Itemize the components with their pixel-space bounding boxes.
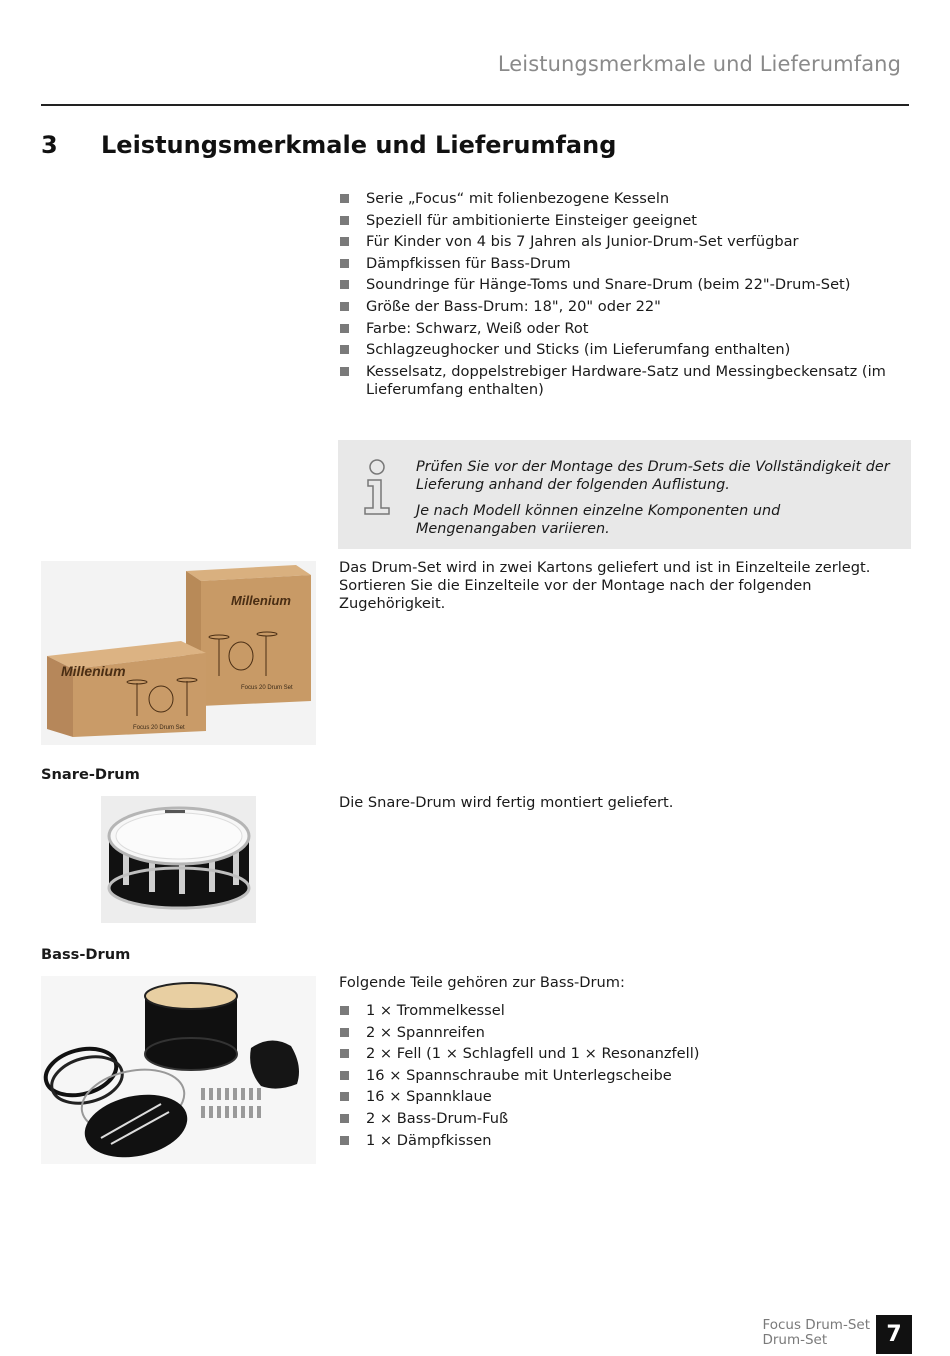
footer-product bbox=[762, 1318, 870, 1348]
bullet-square-icon bbox=[340, 216, 349, 225]
footer-line-2: Drum-Set bbox=[762, 1332, 828, 1348]
bullet-square-icon bbox=[340, 367, 349, 376]
svg-text:Focus 20 Drum Set: Focus 20 Drum Set bbox=[241, 685, 293, 691]
bullet-square-icon bbox=[340, 1006, 349, 1015]
bullet-square-icon bbox=[340, 1028, 349, 1037]
list-item: Farbe: Schwarz, Weiß oder Rot bbox=[339, 320, 911, 338]
chapter-number: 3 bbox=[41, 131, 58, 159]
snare-drum-image bbox=[101, 796, 256, 923]
list-item: Kesselsatz, doppelstrebiger Hardware-Satz und Messingbeckensatz (im Lieferumfang enthalten) bbox=[339, 363, 911, 399]
note-text-2: Je nach Modell können einzelne Komponenten und Mengenangaben variieren. bbox=[416, 503, 781, 537]
list-item: Soundringe für Hänge-Toms und Snare-Drum (beim 22"-Drum-Set) bbox=[339, 276, 911, 294]
list-item: 1 × Trommelkessel bbox=[339, 1002, 911, 1020]
list-item: 16 × Spannklaue bbox=[339, 1088, 911, 1106]
list-item: 2 × Spannreifen bbox=[339, 1024, 911, 1042]
bullet-square-icon bbox=[340, 1071, 349, 1080]
list-item: Für Kinder von 4 bis 7 Jahren als Junior-Drum-Set verfügbar bbox=[339, 233, 911, 251]
bullet-square-icon bbox=[340, 280, 349, 289]
bullet-square-icon bbox=[340, 1092, 349, 1101]
page-number: 7 bbox=[876, 1315, 912, 1354]
svg-text:Focus 20 Drum Set: Focus 20 Drum Set bbox=[133, 725, 185, 731]
bullet-square-icon bbox=[340, 1049, 349, 1058]
bass-parts-list bbox=[339, 1002, 911, 1153]
feature-list bbox=[339, 190, 911, 402]
list-item: 1 × Dämpfkissen bbox=[339, 1132, 911, 1150]
snare-drum-label: Snare-Drum bbox=[41, 766, 140, 783]
bullet-square-icon bbox=[340, 259, 349, 268]
list-item: Größe der Bass-Drum: 18", 20" oder 22" bbox=[339, 298, 911, 316]
bullet-square-icon bbox=[340, 1114, 349, 1123]
running-header: Leistungsmerkmale und Lieferumfang bbox=[497, 52, 901, 76]
bullet-square-icon bbox=[340, 1136, 349, 1145]
info-note-box bbox=[338, 440, 911, 549]
footer-line-1: Focus Drum-Set bbox=[762, 1317, 870, 1333]
bullet-square-icon bbox=[340, 324, 349, 333]
list-item: Speziell für ambitionierte Einsteiger geeignet bbox=[339, 212, 911, 230]
bass-drum-parts-image bbox=[41, 976, 316, 1164]
svg-text:Millenium: Millenium bbox=[231, 593, 291, 608]
bass-intro-text: Folgende Teile gehören zur Bass-Drum: bbox=[339, 974, 625, 991]
bass-drum-label: Bass-Drum bbox=[41, 946, 131, 963]
list-item: 16 × Spannschraube mit Unterlegscheibe bbox=[339, 1067, 911, 1085]
snare-text: Die Snare-Drum wird fertig montiert geliefert. bbox=[339, 794, 674, 811]
bullet-square-icon bbox=[340, 302, 349, 311]
note-text-1: Prüfen Sie vor der Montage des Drum-Sets die Vollständigkeit der Lieferung anhand der folgenden Auflistung. bbox=[416, 459, 890, 493]
header-rule bbox=[41, 104, 909, 106]
bullet-square-icon bbox=[340, 194, 349, 203]
list-item: Schlagzeughocker und Sticks (im Lieferumfang enthalten) bbox=[339, 341, 911, 359]
bullet-square-icon bbox=[340, 237, 349, 246]
info-icon bbox=[360, 458, 394, 516]
list-item: 2 × Bass-Drum-Fuß bbox=[339, 1110, 911, 1128]
boxes-image bbox=[41, 561, 316, 745]
svg-text:Millenium: Millenium bbox=[61, 663, 126, 679]
list-item: Dämpfkissen für Bass-Drum bbox=[339, 255, 911, 273]
bullet-square-icon bbox=[340, 345, 349, 354]
delivery-text: Das Drum-Set wird in zwei Kartons geliefert und ist in Einzelteile zerlegt. Sortieren Sie die Einzelteile vor der Montage nach der folgenden Zugehörigkeit. bbox=[339, 559, 871, 612]
list-item: Serie „Focus“ mit folienbezogene Kesseln bbox=[339, 190, 911, 208]
list-item: 2 × Fell (1 × Schlagfell und 1 × Resonanzfell) bbox=[339, 1045, 911, 1063]
chapter-title: Leistungsmerkmale und Lieferumfang bbox=[101, 131, 617, 159]
